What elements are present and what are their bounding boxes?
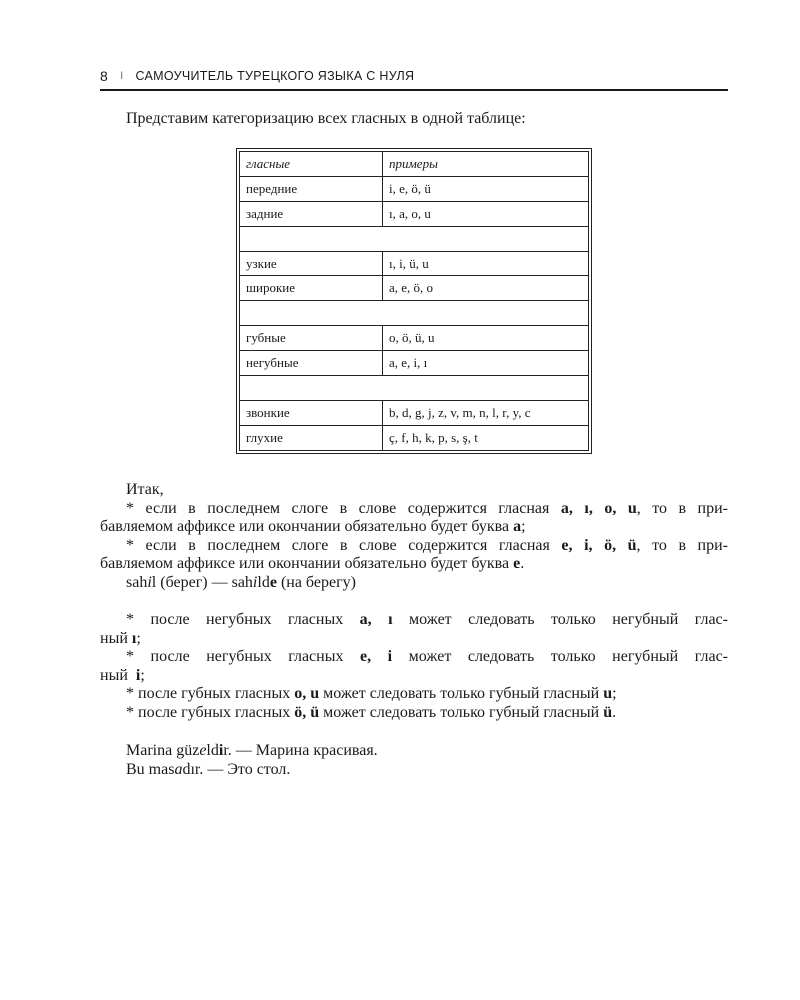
spacer-cell bbox=[240, 226, 589, 251]
row-category: губные bbox=[240, 326, 383, 351]
harmony-rules-block bbox=[100, 481, 728, 592]
table-spacer-row bbox=[240, 301, 589, 326]
row-examples: o, ö, ü, u bbox=[383, 326, 589, 351]
book-title: САМОУЧИТЕЛЬ ТУРЕЦКОГО ЯЗЫКА С НУЛЯ bbox=[135, 69, 415, 83]
row-examples: b, d, g, j, z, v, m, n, l, r, y, c bbox=[383, 400, 589, 425]
intro-sentence: Представим категоризацию всех гласных в одной таблице: bbox=[126, 110, 526, 127]
row-category: звонкие bbox=[240, 400, 383, 425]
row-category: широкие bbox=[240, 276, 383, 301]
rule-e-result: e bbox=[513, 555, 521, 572]
labial-rules-block bbox=[100, 611, 728, 722]
row-examples: ı, i, ü, u bbox=[383, 251, 589, 276]
table-row bbox=[240, 251, 589, 276]
row-category: передние bbox=[240, 176, 383, 201]
example-sentences bbox=[100, 742, 728, 779]
vowel-table-grid bbox=[239, 151, 589, 451]
row-category: задние bbox=[240, 201, 383, 226]
row-category: негубные bbox=[240, 351, 383, 376]
example-marina: Marina güzeldir. — Марина красивая. bbox=[126, 742, 378, 759]
table-header-row bbox=[240, 152, 589, 177]
rule-labial-2: * после губных гласных ö, ü может следовать только губный гласный ü. bbox=[126, 703, 617, 721]
row-examples: i, e, ö, ü bbox=[383, 176, 589, 201]
table-row bbox=[240, 425, 589, 450]
table-row bbox=[240, 276, 589, 301]
table-row bbox=[240, 176, 589, 201]
example-masa: Bu masadır. — Это стол. bbox=[126, 760, 291, 778]
running-head bbox=[100, 66, 728, 86]
rule-e-line-2: бавляемом аффиксе или окончании обязательно будет буква e. bbox=[100, 555, 525, 572]
table-spacer-row bbox=[240, 376, 589, 401]
rule-e-vowels: e, i, ö, ü bbox=[561, 536, 637, 554]
column-header-examples: примеры bbox=[383, 152, 589, 177]
rule-a-line-1: * если в последнем слоге в слове содержится гласная a, ı, o, u, то в при- bbox=[126, 499, 729, 517]
table-row bbox=[240, 351, 589, 376]
header-rule bbox=[100, 89, 728, 91]
summary-lead: Итак, bbox=[126, 481, 164, 498]
rule-nonlabial-2-line-2: ный i; bbox=[100, 666, 145, 684]
row-examples: ç, f, h, k, p, s, ş, t bbox=[383, 425, 589, 450]
page-number: 8 bbox=[100, 68, 109, 84]
row-examples: a, e, i, ı bbox=[383, 351, 589, 376]
rule-a-vowels: a, ı, o, u bbox=[560, 499, 637, 517]
rule-nonlabial-1-line-2: ный ı; bbox=[100, 629, 141, 647]
column-header-vowels: гласные bbox=[240, 152, 383, 177]
rule-labial-1: * после губных гласных o, u может следовать только губный гласный u; bbox=[126, 685, 617, 702]
spacer-cell bbox=[240, 301, 589, 326]
row-category: узкие bbox=[240, 251, 383, 276]
rule-a-line-2: бавляемом аффиксе или окончании обязательно будет буква a; bbox=[100, 518, 526, 535]
spacer-cell bbox=[240, 376, 589, 401]
rule-e-line-1: * если в последнем слоге в слове содержится гласная e, i, ö, ü, то в при- bbox=[126, 536, 729, 554]
table-row bbox=[240, 326, 589, 351]
rule-nonlabial-1-line-1: * после негубных гласных a, ı может следовать только негубный глас- bbox=[126, 611, 728, 628]
rule-nonlabial-2-line-1: * после негубных гласных e, i может следовать только негубный глас- bbox=[126, 648, 728, 665]
table-row bbox=[240, 400, 589, 425]
row-examples: ı, a, o, u bbox=[383, 201, 589, 226]
rule-a-result: a bbox=[513, 518, 522, 535]
table-row bbox=[240, 201, 589, 226]
row-category: глухие bbox=[240, 425, 383, 450]
row-examples: a, e, ö, o bbox=[383, 276, 589, 301]
header-separator: I bbox=[120, 70, 124, 82]
vowel-table bbox=[236, 148, 592, 454]
table-spacer-row bbox=[240, 226, 589, 251]
example-sahil: sahil (берег) — sahilde (на берегу) bbox=[126, 573, 356, 591]
